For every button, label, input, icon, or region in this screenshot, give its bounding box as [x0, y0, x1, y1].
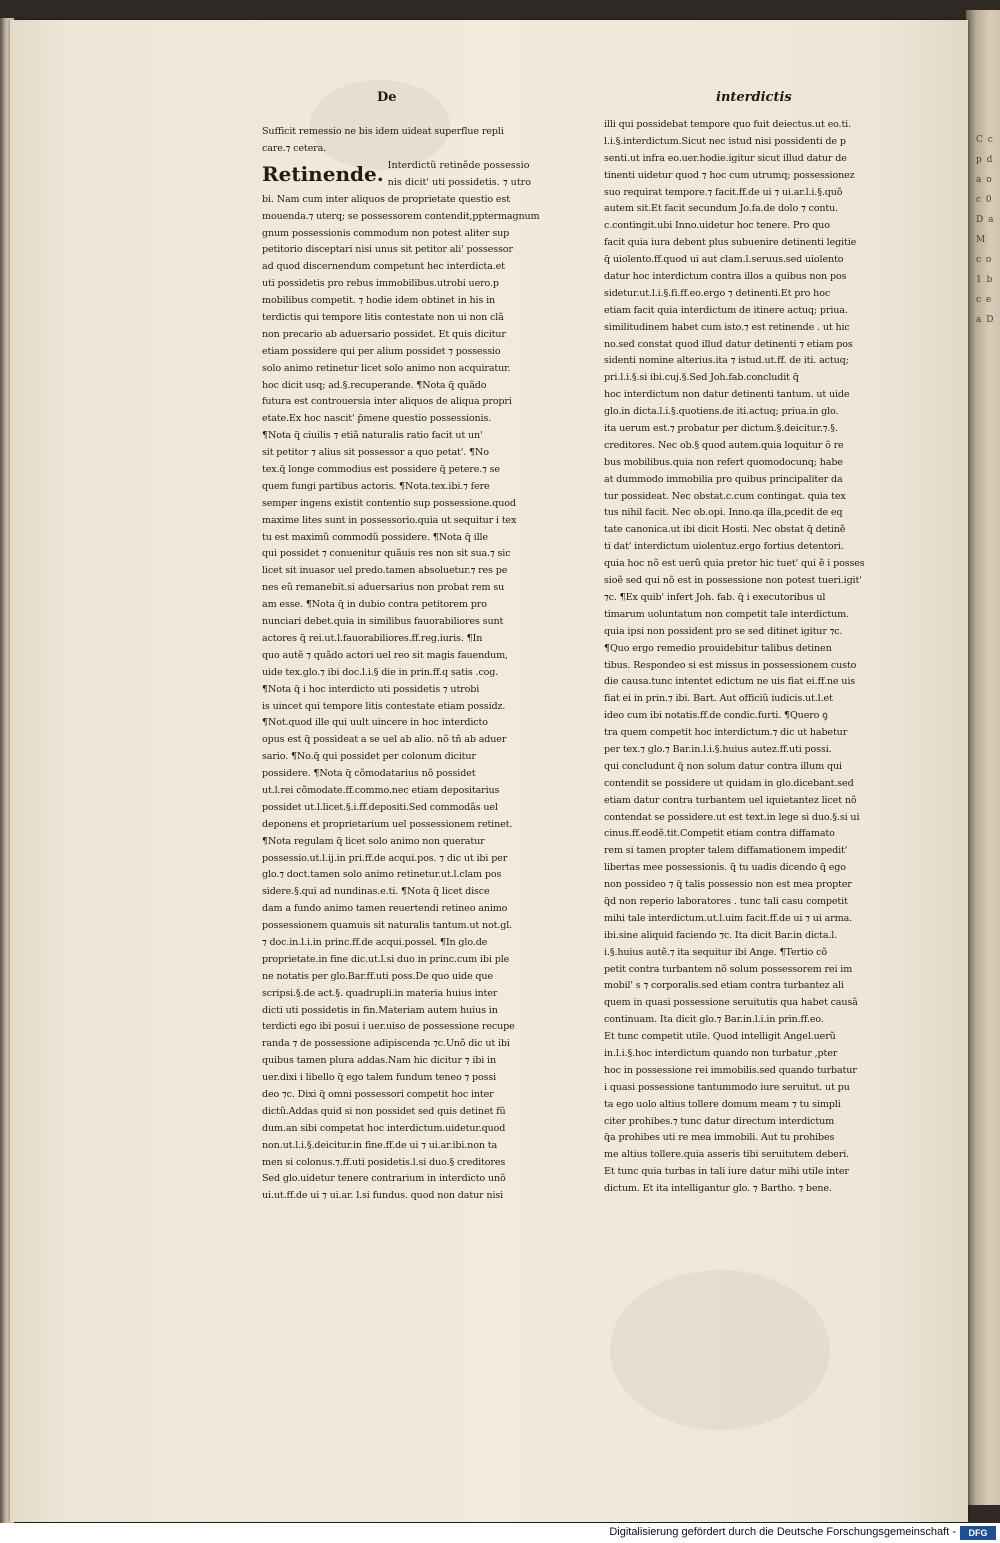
text-line: uer.dixi i libello q̃ ego talem fundum teneo ⁊ possi	[262, 1072, 497, 1084]
text-line: c.contingit.ubi Inno.uidetur hoc tenere. Pro quo	[604, 220, 830, 232]
text-line: autem sit.Et facit secundum Jo.fa.de dolo ⁊ contu.	[604, 203, 839, 215]
text-line: bus mobilibus.quia non refert quomodocunq; habe	[604, 456, 843, 468]
lemma-line: Interdictũ retinẽde possessio	[387, 159, 530, 171]
text-line: is uincet qui tempore litis contestate etiam possidz.	[262, 700, 506, 712]
text-line: in.l.i.§.hoc interdictum quando non turbatur ,pter	[604, 1047, 838, 1059]
text-line: glo.⁊ doct.tamen solo animo retinetur.ut.l.clam pos	[262, 869, 502, 881]
text-line: fiat ei in prin.⁊ ibi. Bart. Aut officiũ iudicis.ut.l.et	[604, 693, 833, 705]
text-line: petit contra turbantem nõ solum possessorem rei im	[604, 963, 853, 975]
text-line: etiam facit quia interdictum de itinere actuq; priua.	[604, 304, 848, 316]
text-line: q̃d non reperio laboratores . tunc tali casu competit	[604, 895, 848, 907]
text-line: timarum uoluntatum non competit tale interdictum.	[604, 608, 850, 620]
left-text-column	[262, 124, 542, 1205]
text-line: Sufficit remessio ne bis idem uideat superflue repli	[262, 126, 504, 137]
paper-stain	[610, 1270, 830, 1430]
text-line: mobil' s ⁊ corporalis.sed etiam contra turbantez ali	[604, 980, 844, 992]
text-line: ⁊c. ¶Ex quib' infert Joh. fab. q̃ i executoribus ul	[604, 591, 826, 603]
text-line: randa ⁊ de possessione adipiscenda ⁊c.Unõ dic ut ibi	[262, 1038, 510, 1050]
text-line: quem in quasi possessione seruitutis qua habet causã	[604, 997, 858, 1009]
text-line: facit quia iura debent plus subuenire detinenti legitie	[604, 237, 857, 249]
lemma-block	[262, 158, 542, 192]
text-line: me altius tollere.quia asseris tibi seruitutem deberi.	[604, 1149, 850, 1161]
text-line: quem fungi partibus actoris. ¶Nota.tex.ibi.⁊ fere	[262, 480, 490, 492]
text-line: terdicti ego ibi posui i uer.uiso de possessione recupe	[262, 1021, 515, 1033]
text-line: q̃ uiolento.ff.quod ui aut clam.l.seruus.sed uiolento	[604, 254, 844, 266]
text-line: hoc dicit usq; ad.§.recuperande. ¶Nota q̃ quãdo	[262, 379, 487, 391]
text-line: care.⁊ cetera.	[262, 142, 327, 154]
text-line: contendat se possidere.ut est text.in lege si duo.§.si ui	[604, 811, 860, 823]
text-line: gnum possessionis commodum non potest aliter sup	[262, 227, 510, 239]
text-line: proprietate.in fine dic.ut.l.si duo in princ.cum ibi ple	[262, 953, 510, 965]
text-line: tus nihil facit. Nec ob.opi. Inno.qa illa,pcedit de eq	[604, 507, 843, 519]
text-line: q̃a prohibes uti re mea immobili. Aut tu prohibes	[604, 1132, 835, 1144]
text-line: hoc in possessione rei immobilis.sed quando turbatur	[604, 1064, 857, 1076]
text-line: rem si tamen propter talem diffamationem impedit'	[604, 845, 848, 857]
text-line: Sed glo.uidetur tenere contrarium in interdicto unõ	[262, 1173, 506, 1185]
text-line: petitorio disceptari nisi unus sit petitor ali' possessor	[262, 244, 513, 256]
text-line: senti.ut infra eo.uer.hodie.igitur sicut illud datur de	[604, 152, 847, 164]
running-header-right: interdictis	[716, 90, 792, 105]
text-line: men si colonus.⁊.ff.uti posidetis.l.si duo.§ creditores	[262, 1156, 506, 1168]
text-line: tinenti uidetur quod ⁊ hoc cum utrumq; possessionez	[604, 169, 855, 181]
text-line: die causa.tunc intentet edictum ne uis fiat ei.ff.ne uis	[604, 676, 856, 688]
text-line: uti possidetis pro rebus immobilibus.utrobi uero.p	[262, 278, 499, 290]
text-line: tibus. Respondeo si est missus in possessionem custo	[604, 659, 857, 671]
text-line: ⁊ doc.in.l.i.in princ.ff.de acqui.possel. ¶In glo.de	[262, 936, 488, 948]
text-line: etiam possidere qui per alium possidet ⁊ possessio	[262, 345, 501, 357]
right-page-peek-text: C c p d a o c 0 D a M c o 1 b c e a D	[976, 135, 995, 325]
text-line: quibus tamen plura addas.Nam hic dicitur ⁊ ibi in	[262, 1055, 496, 1067]
text-line: opus est q̃ possideat a se uel ab alio. nõ tñ ab aduer	[262, 734, 507, 746]
text-line: sioẽ sed qui nõ est in possessione non potest tueri.igit'	[604, 575, 862, 587]
text-line: tu est maximũ commodũ possidere. ¶Nota q̃ ille	[262, 531, 488, 543]
text-line: solo animo retinetur licet solo animo non acquiratur.	[262, 362, 511, 374]
text-line: ta ego uolo altius tollere domum meam ⁊ tu simpli	[604, 1098, 841, 1110]
text-line: terdictis qui tempore litis contestate non ui non clã	[262, 312, 504, 324]
text-line: tex.q̃ longe commodius est possidere q̃ petere.⁊ se	[262, 464, 500, 476]
text-line: continuam. Ita dicit glo.⁊ Bar.in.l.i.in prin.ff.eo.	[604, 1014, 824, 1026]
text-line: bi. Nam cum inter aliquos de proprietate questio est	[262, 193, 510, 205]
text-line: futura est controuersia inter aliquos de aliqua propri	[262, 396, 512, 408]
text-line: sidetur.ut.l.i.§.fi.ff.eo.ergo ⁊ detinenti.Et pro hoc	[604, 287, 831, 299]
text-line: libertas mee possessionis. q̃ tu uadis dicendo q̃ ego	[604, 862, 846, 874]
text-line: possidet ut.l.licet.§.i.ff.depositi.Sed commodãs uel	[262, 801, 498, 813]
text-line: etate.Ex hoc nascit' p̃mene questio possessionis.	[262, 413, 492, 425]
text-line: citer prohibes.⁊ tunc datur directum interdictum	[604, 1115, 835, 1127]
text-line: possessionem quamuis sit naturalis tantum.ut not.gl.	[262, 920, 513, 932]
text-line: ti dat' interdictum uiolentuz.ergo fortius detentori.	[604, 541, 844, 553]
lemma-line: nis dicit' uti possidetis. ⁊ utro	[387, 176, 532, 188]
text-line: non possideo ⁊ q̃ talis possessio non est mea propter	[604, 879, 852, 891]
text-line: ut.l.rei cõmodate.ff.commo.nec etiam depositarius	[262, 784, 500, 796]
text-line: qui possidet ⁊ conuenitur quãuis res non sit sua.⁊ sic	[262, 548, 511, 560]
text-line: suo requirat tempore.⁊ facit.ff.de ui ⁊ ui.ar.l.i.§.quõ	[604, 186, 843, 198]
text-line: tur possideat. Nec obstat.c.cum contingat. quia tex	[604, 490, 846, 502]
text-line: ad quod discernendum competunt hec interdicta.et	[262, 261, 505, 273]
text-line: no.sed constat quod illud datur detinenti ⁊ etiam pos	[604, 338, 853, 350]
text-line: i quasi possessione tantummodo iure seruitut. ut pu	[604, 1081, 850, 1093]
text-line: dicti uti possidetis in fin.Materiam autem huius in	[262, 1004, 498, 1016]
text-line: datur hoc interdictum contra illos a quibus non pos	[604, 271, 847, 283]
text-line: uide tex.glo.⁊ ibi doc.l.i.§ die in prin.ff.q satis .cog.	[262, 666, 499, 678]
text-line: sidere.§.qui ad nundinas.e.ti. ¶Nota q̃ licet disce	[262, 886, 490, 898]
text-line: ¶Nota regulam q̃ licet solo animo non queratur	[262, 835, 485, 847]
right-text-column	[604, 117, 890, 1198]
text-line: maxime lites sunt in possessorio.quia ut sequitur i tex	[262, 514, 517, 526]
text-line: tra quem competit hoc interdictum.⁊ dic ut habetur	[604, 727, 848, 739]
text-line: possessio.ut.l.ij.in pri.ff.de acqui.pos. ⁊ dic ut ibi per	[262, 852, 508, 864]
text-line: Et tunc competit utile. Quod intelligit Angel.uerũ	[604, 1031, 836, 1043]
text-line: actores q̃ rei.ut.l.fauorabiliores.ff.reg.iuris. ¶In	[262, 632, 483, 644]
text-line: ui.ut.ff.de ui ⁊ ui.ar. l.si fundus. quod non datur nisi	[262, 1190, 504, 1202]
text-line: dum.an sibi competat hoc interdictum.uidetur.quod	[262, 1122, 506, 1134]
text-line: i.§.huius autẽ.⁊ ita sequitur ibi Ange. ¶Tertio cõ	[604, 946, 827, 958]
text-line: am esse. ¶Nota q̃ in dubio contra petitorem pro	[262, 599, 487, 611]
text-line: scripsi.§.de act.§. quadrupli.in materia huius inter	[262, 987, 498, 999]
dfg-logo: DFG	[960, 1526, 996, 1540]
text-line: per tex.⁊ glo.⁊ Bar.in.l.i.§.huius autez.ff.uti possi.	[604, 743, 832, 755]
text-line: ¶Nota q̃ i hoc interdicto uti possidetis ⁊ utrobi	[262, 683, 480, 695]
text-line: similitudinem habet cum isto.⁊ est retinende . ut hic	[604, 321, 850, 333]
running-header-left: De	[377, 90, 397, 105]
text-line: ¶Quo ergo remedio prouidebitur talibus detinen	[604, 642, 832, 654]
footer-bar	[0, 1523, 1000, 1543]
text-line: non.ut.l.i.§.deicitur.in fine.ff.de ui ⁊ ui.ar.ibi.non ta	[262, 1139, 498, 1151]
footer-credit: Digitalisierung gefördert durch die Deutsche Forschungsgemeinschaft -	[609, 1526, 956, 1538]
text-line: dictũ.Addas quid si non possidet sed quis detinet fũ	[262, 1105, 506, 1117]
text-line: quia hoc nõ est uerũ quia pretor hic tuet' qui ẽ i posses	[604, 558, 865, 570]
text-line: pri.l.i.§.si ibi.cuj.§.Sed Joh.fab.concludit q̃	[604, 372, 799, 384]
text-line: nunciari debet.quia in similibus fauorabiliores sunt	[262, 616, 504, 628]
text-line: ¶Not.quod ille qui uult uincere in hoc interdicto	[262, 717, 488, 729]
text-line: at dummodo immobilia pro quibus principaliter da	[604, 473, 843, 485]
text-line: ne notatis per glo.Bar.ff.uti poss.De quo uide que	[262, 970, 493, 982]
text-line: nes eũ remanebit.si aduersarius non probat rem su	[262, 582, 505, 594]
text-line: illi qui possidebat tempore quo fuit deiectus.ut eo.ti.	[604, 119, 851, 130]
text-line: mobilibus competit. ⁊ hodie idem obtinet in his in	[262, 295, 496, 307]
text-line: ¶Nota q̃ ciuilis ⁊ etiã naturalis ratio facit ut un'	[262, 430, 483, 442]
text-line: sit petitor ⁊ alius sit possessor a quo petat'. ¶No	[262, 447, 489, 459]
text-line: dam a fundo animo tamen reuertendi retineo animo	[262, 903, 508, 915]
text-line: licet sit inuasor uel predo.tamen absoluetur.⁊ res pe	[262, 565, 508, 577]
text-line: contendit se possidere ut quidam in glo.dicebant.sed	[604, 777, 854, 789]
text-line: ita uerum est.⁊ probatur per dictum.§.deicitur.⁊.§.	[604, 423, 838, 435]
lemma-retinende: Retinende.	[262, 161, 384, 186]
text-line: hoc interdictum non datur detinenti tantum. ut uide	[604, 389, 850, 401]
text-line: cinus.ff.eodẽ.tit.Competit etiam contra diffamato	[604, 828, 835, 840]
text-line: tate canonica.ut ibi dicit Hosti. Nec obstat q̃ detinẽ	[604, 524, 846, 536]
right-page-stack	[966, 10, 1000, 1505]
text-line: Et tunc quia turbas in tali iure datur mihi utile inter	[604, 1166, 849, 1178]
text-line: deo ⁊c. Dixi q̃ omni possessori competit hoc inter	[262, 1088, 494, 1100]
text-line: creditores. Nec ob.§ quod autem.quia loquitur õ re	[604, 439, 844, 451]
text-line: etiam datur contra turbantem uel iquietantez licet nõ	[604, 794, 857, 806]
text-line: semper ingens existit contentio sup possessione.quod	[262, 497, 516, 509]
text-line: deponens et proprietarium uel possessionem retinet.	[262, 818, 513, 830]
text-line: mihi tale interdictum.ut.l.uim facit.ff.de ui ⁊ ui arma.	[604, 912, 853, 924]
text-line: sidenti nomine alterius.ita ⁊ istud.ut.ff. de iti. actuq;	[604, 355, 849, 367]
text-line: quia ipsi non possident pro se sed ditinet igitur ⁊c.	[604, 625, 843, 637]
text-line: quo autẽ ⁊ quãdo actori uel reo sit magis fauendum,	[262, 649, 508, 661]
text-line: l.i.§.interdictum.Sicut nec istud nisi possidenti de p	[604, 135, 846, 147]
text-line: possidere. ¶Nota q̃ cõmodatarius nõ possidet	[262, 768, 476, 780]
text-line: ibi.sine aliquid faciendo ⁊c. Ita dicit Bar.in dicta.l.	[604, 929, 838, 941]
text-line: mouenda.⁊ uterq; se possessorem contendit,pptermagnum	[262, 210, 540, 222]
text-line: non precario ab aduersario possidet. Et quis dicitur	[262, 328, 506, 340]
text-line: ideo cum ibi notatis.ff.de condic.furti. ¶Quero ꝯ	[604, 710, 828, 722]
text-line: qui concludunt q̃ non solum datur contra illum qui	[604, 760, 842, 772]
text-line: dictum. Et ita intelligantur glo. ⁊ Bartho. ⁊ bene.	[604, 1183, 832, 1195]
text-line: glo.in dicta.l.i.§.quotiens.de iti.actuq; priua.in glo.	[604, 406, 839, 418]
text-line: sario. ¶No.q̃ qui possidet per colonum dicitur	[262, 751, 476, 763]
